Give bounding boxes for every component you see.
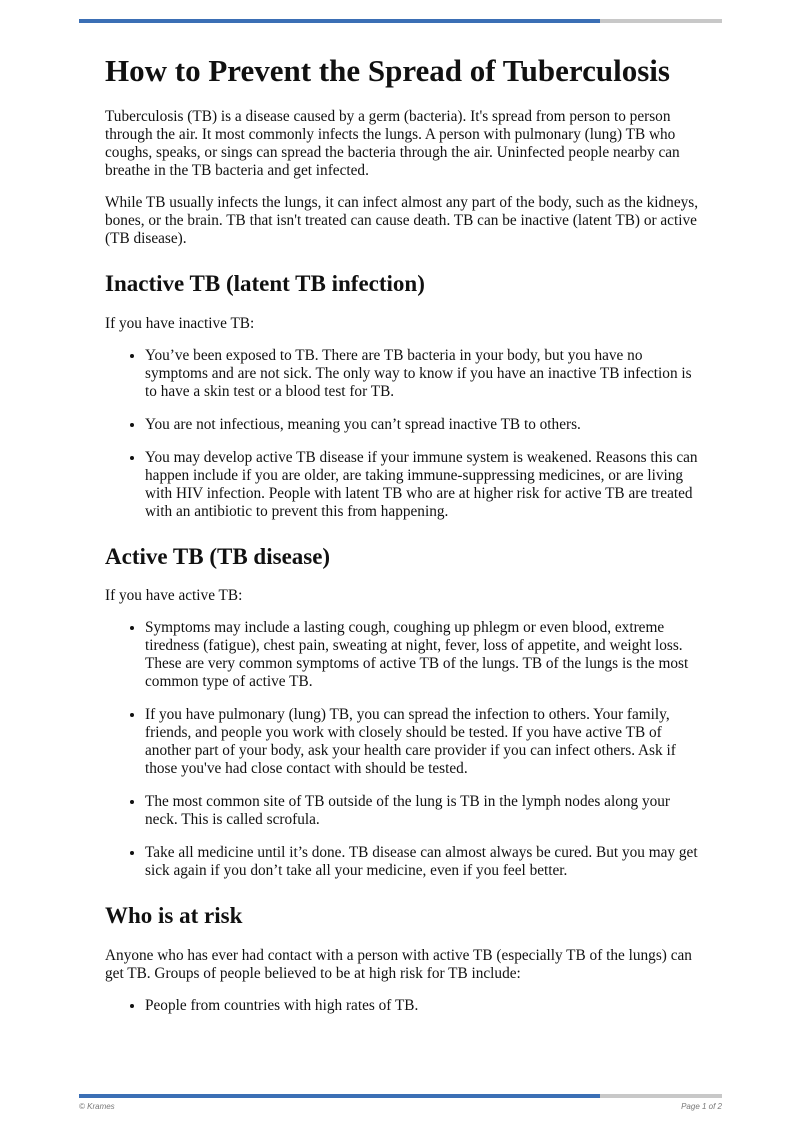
intro-paragraph-2: While TB usually infects the lungs, it can infect almost any part of the body, such as the kidneys, bones, or the brain. TB that isn't treated can cause death. TB can be inactive (latent TB) or active (TB disease).	[105, 194, 699, 248]
section-heading-active-tb: Active TB (TB disease)	[105, 543, 331, 569]
footer-copyright: © Krames	[79, 1102, 115, 1111]
bottom-progress-bar	[79, 1094, 722, 1098]
top-progress-fill	[79, 19, 600, 23]
section-lead-inactive-tb: If you have inactive TB:	[105, 314, 255, 332]
footer-page-number: Page 1 of 2	[681, 1102, 722, 1111]
page-title: How to Prevent the Spread of Tuberculosis	[105, 53, 670, 88]
list-item: • The most common site of TB outside of the lung is TB in the lymph nodes along your neck. This is called scrofula.	[145, 793, 705, 829]
list-item: • If you have pulmonary (lung) TB, you can spread the infection to others. Your family, friends, and people you work with closely should be tested. If you have active TB of another part of your body, ask your health care provider if you can infect others. Ask if those you've had close contact with should be tested.	[145, 706, 705, 778]
top-progress-bar	[79, 19, 722, 23]
bottom-progress-fill	[79, 1094, 600, 1098]
list-item: • Take all medicine until it’s done. TB disease can almost always be cured. But you may get sick again if you don’t take all your medicine, even if you feel better.	[145, 844, 705, 880]
list-item: • You are not infectious, meaning you can’t spread inactive TB to others.	[145, 416, 705, 434]
list-item: • You may develop active TB disease if your immune system is weakened. Reasons this can happen include if you are older, are taking immune-suppressing medicines, or are living with HIV infection. People with latent TB who are at higher risk for active TB are treated with an antibiotic to prevent this from happening.	[145, 449, 705, 521]
section-lead-active-tb: If you have active TB:	[105, 587, 243, 605]
section-heading-who-is-at-risk: Who is at risk	[105, 903, 243, 929]
list-item: • Symptoms may include a lasting cough, coughing up phlegm or even blood, extreme tiredness (fatigue), chest pain, sweating at night, fever, loss of appetite, and weight loss. These are very common symptoms of active TB of the lungs. TB of the lungs is the most common type of active TB.	[145, 619, 705, 691]
bullet-list-inactive-tb	[105, 347, 705, 521]
list-item: • You’ve been exposed to TB. There are TB bacteria in your body, but you have no symptoms and are not sick. The only way to know if you have an inactive TB infection is to have a skin test or a blood test for TB.	[145, 347, 705, 401]
list-item: • People from countries with high rates of TB.	[145, 997, 705, 1015]
bullet-list-active-tb	[105, 619, 705, 880]
intro-paragraph-1: Tuberculosis (TB) is a disease caused by a germ (bacteria). It's spread from person to person through the air. It most commonly infects the lungs. A person with pulmonary (lung) TB who coughs, speaks, or sings can spread the bacteria through the air. Uninfected people nearby can breathe in the TB bacteria and get infected.	[105, 108, 680, 180]
section-lead-who-is-at-risk: Anyone who has ever had contact with a person with active TB (especially TB of the lungs) can get TB. Groups of people believed to be at high risk for TB include:	[105, 946, 692, 982]
bullet-list-who-is-at-risk	[105, 997, 705, 1015]
document-body	[105, 52, 705, 1015]
section-heading-inactive-tb: Inactive TB (latent TB infection)	[105, 271, 425, 297]
